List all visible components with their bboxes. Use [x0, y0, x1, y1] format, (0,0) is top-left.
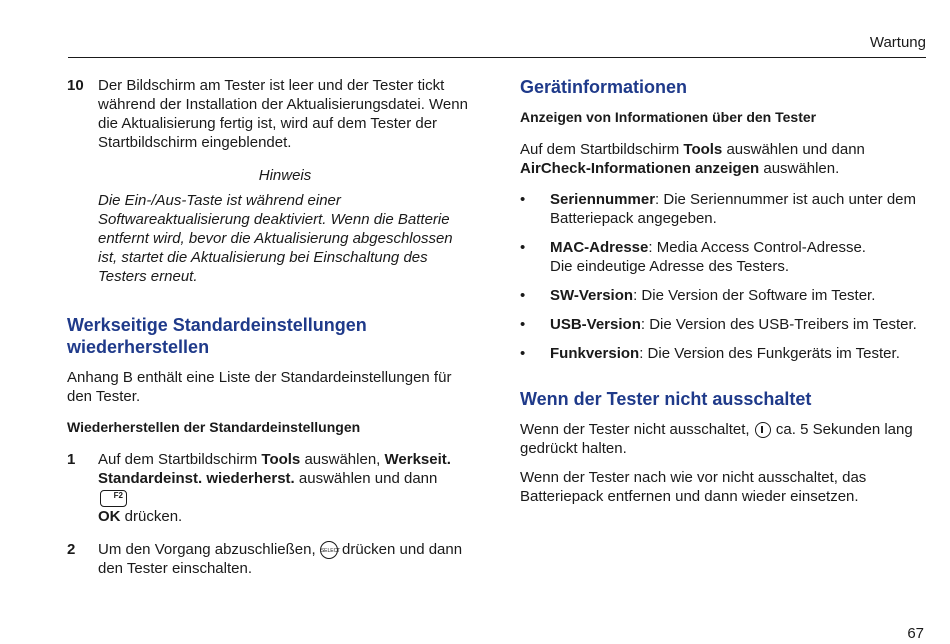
text-run: drücken.	[120, 508, 183, 525]
device-info-intro	[520, 140, 930, 178]
step-1	[67, 450, 472, 526]
step-text: Der Bildschirm am Tester ist leer und der Tester tickt während der Installation der Aktualisierungsdatei. Wenn die Aktualisierung fertig ist, wird auf dem Tester der Startbildschirm eingeblendet.	[98, 77, 468, 151]
menu-term-tools: Tools	[261, 451, 301, 468]
step-number: 2	[67, 541, 76, 558]
list-item-desc-extra: Die eindeutige Adresse des Testers.	[550, 258, 790, 275]
step-number: 10	[67, 77, 84, 94]
section-title-factory-reset	[67, 314, 472, 358]
select-key-icon: SELECT	[320, 541, 338, 559]
list-item-text	[550, 238, 930, 276]
list-item-text	[550, 286, 930, 305]
list-item-desc: : Die Version des Funkgeräts im Tester.	[639, 345, 900, 362]
text-run: Auf dem Startbildschirm	[98, 451, 262, 468]
power-off-paragraph-1	[520, 420, 930, 458]
step-number: 1	[67, 451, 76, 468]
step-text	[98, 450, 472, 526]
step-2	[67, 540, 472, 578]
bullet-icon: •	[520, 239, 526, 256]
list-item	[520, 286, 930, 305]
text-run: auswählen und dann	[294, 470, 438, 487]
running-header: Wartung	[869, 34, 926, 51]
list-item-desc: : Media Access Control-Adresse.	[648, 239, 866, 256]
menu-term-factory-reset: Werkseit. Standardeinst. wiederherst.	[98, 451, 451, 487]
intro-paragraph: Anhang B enthält eine Liste der Standardeinstellungen für den Tester.	[67, 369, 452, 405]
step-10	[67, 76, 472, 152]
list-item-text	[550, 315, 930, 334]
power-key-icon	[755, 422, 771, 438]
bullet-icon: •	[520, 316, 526, 333]
f2-key-icon	[100, 490, 127, 507]
text-run: auswählen und dann	[722, 141, 865, 158]
info-bullet-list	[520, 190, 930, 363]
list-item	[520, 344, 930, 363]
right-column	[520, 76, 930, 506]
section-title-device-info: Gerätinformationen	[520, 77, 688, 97]
menu-term-ok: OK	[98, 508, 121, 525]
list-item-desc: : Die Version des USB-Treibers im Tester.	[640, 316, 917, 333]
power-off-paragraph-2: Wenn der Tester nach wie vor nicht ausschaltet, das Batteriepack entfernen und dann wieder einsetzen.	[520, 469, 867, 505]
list-item	[520, 315, 930, 334]
step-text	[98, 540, 472, 578]
subheading-reset: Wiederherstellen der Standardeinstellungen	[67, 419, 361, 435]
bullet-icon: •	[520, 287, 526, 304]
text-run: Um den Vorgang abzuschließen,	[98, 541, 320, 558]
f2-key-label: F2	[113, 490, 123, 500]
list-item-text	[550, 190, 930, 228]
section-title-power-off: Wenn der Tester nicht ausschaltet	[520, 389, 812, 409]
menu-term-aircheck-info: AirCheck-Informationen anzeigen	[520, 160, 760, 177]
bullet-icon: •	[520, 191, 526, 208]
list-item-term: Seriennummer	[550, 191, 656, 208]
note-text: Die Ein-/Aus-Taste ist während einer Softwareaktualisierung deaktiviert. Wenn die Batterie entfernt wird, bevor die Aktualisierung abgeschlossen ist, startet die Aktualisierung bei Einschaltung des Testers erneut.	[98, 192, 453, 285]
list-item-term: Funkversion	[550, 345, 640, 362]
list-item-term: MAC-Adresse	[550, 239, 649, 256]
list-item-text	[550, 344, 930, 363]
menu-term-tools: Tools	[683, 141, 723, 158]
list-item	[520, 238, 930, 276]
list-item-desc: : Die Seriennummer ist auch unter dem Batteriepack angegeben.	[550, 191, 916, 227]
header-divider	[68, 57, 926, 58]
list-item	[520, 190, 930, 228]
text-run: Auf dem Startbildschirm	[520, 141, 684, 158]
text-run: Wenn der Tester nicht ausschaltet,	[520, 421, 754, 438]
text-run: auswählen,	[300, 451, 385, 468]
bullet-icon: •	[520, 345, 526, 362]
text-run: drücken und dann den Tester einschalten.	[98, 541, 463, 578]
note-title: Hinweis	[258, 167, 312, 184]
left-column	[67, 76, 472, 578]
page-number: 67	[907, 625, 924, 642]
list-item-desc: : Die Version der Software im Tester.	[633, 287, 876, 304]
subheading-device-info: Anzeigen von Informationen über den Tester	[520, 109, 817, 125]
text-run: ca. 5 Sekunden lang gedrückt halten.	[520, 421, 913, 457]
list-item-term: USB-Version	[550, 316, 641, 333]
section-title-line-1: Werkseitige Standardeinstellungen	[67, 315, 367, 335]
section-title-line-2: wiederherstellen	[67, 337, 210, 357]
list-item-term: SW-Version	[550, 287, 634, 304]
text-run: auswählen.	[759, 160, 840, 177]
